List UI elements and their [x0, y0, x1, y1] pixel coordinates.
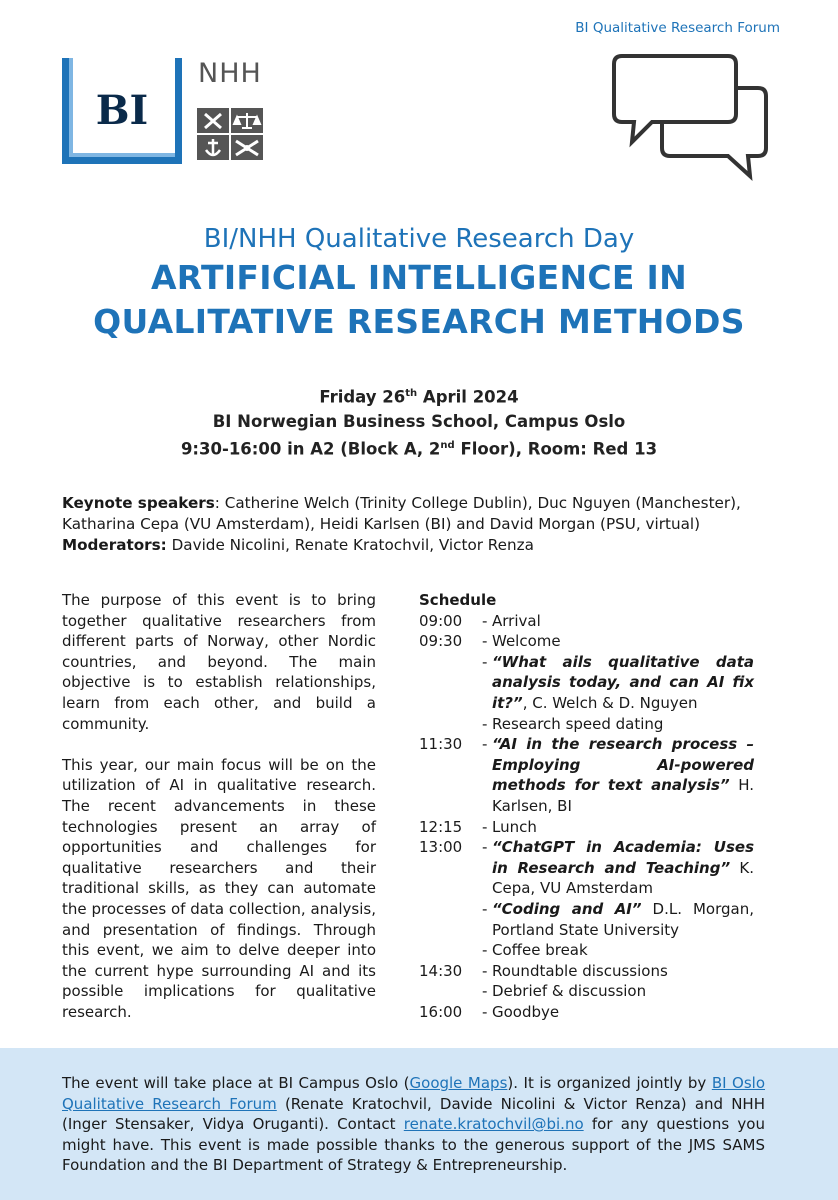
schedule-dash: -: [482, 941, 488, 960]
schedule-entry-text: Welcome: [492, 632, 561, 651]
moderators: Moderators: Davide Nicolini, Renate Kratochvil, Victor Renza: [62, 536, 534, 554]
schedule-entry: [492, 734, 754, 816]
event-info: [0, 382, 838, 461]
schedule-title: Schedule: [419, 591, 497, 609]
schedule-dash: -: [482, 817, 488, 836]
schedule-time: 14:30: [419, 961, 463, 980]
event-title: [0, 256, 838, 344]
speech-bubbles-icon: [608, 48, 772, 186]
bi-logo: [62, 58, 182, 164]
forum-link[interactable]: BI Oslo Qualitative Research Forum: [62, 1074, 766, 1113]
schedule-dash: -: [482, 961, 488, 980]
schedule-entry-text: Research speed dating: [492, 714, 664, 733]
schedule-entry: [492, 1002, 754, 1023]
schedule-entry: [492, 714, 754, 735]
bi-logo-text: BI: [95, 87, 149, 134]
schedule-dash: -: [482, 652, 488, 671]
schedule-talk-title: “AI in the research process – Employing AI-powered methods for text analysis”: [492, 735, 754, 795]
nhh-emblem: [197, 108, 263, 160]
speakers-section: [62, 493, 782, 556]
schedule-entry: [492, 611, 754, 632]
schedule-entry-text: Coffee break: [492, 941, 588, 960]
forum-tag: BI Qualitative Research Forum: [575, 20, 780, 36]
schedule-entry: [492, 652, 754, 714]
schedule-dash: -: [482, 714, 488, 733]
purpose-paragraph-1: The purpose of this event is to bring together qualitative researchers from different parts of Norway, other Nordic countries, and beyond. The main objective is to establish relationships, learn from each other, and build a community.: [62, 591, 376, 733]
schedule-dash: -: [482, 735, 488, 754]
schedule-entry: [492, 981, 754, 1002]
schedule: [419, 590, 754, 1022]
schedule-entry: [492, 837, 754, 899]
purpose-paragraph-2: This year, our main focus will be on the utilization of AI in qualitative research. The recent advancements in these technologies present an array of opportunities and challenges for qualitative researchers and their traditional skills, as they can automate the processes of data collection, analysis, and presentation of findings. Through this event, we aim to delve deeper into the current hype surrounding AI and its possible implications for qualitative research.: [62, 755, 376, 1021]
event-venue: BI Norwegian Business School, Campus Oslo: [212, 411, 626, 431]
schedule-entry-text: , C. Welch & D. Nguyen: [522, 693, 698, 712]
schedule-time: 16:00: [419, 1002, 463, 1021]
schedule-time: 13:00: [419, 838, 463, 857]
schedule-dash: -: [482, 838, 488, 857]
schedule-row: [419, 981, 754, 1002]
schedule-time: [419, 981, 482, 1002]
event-date: Friday 26th April 2024: [319, 387, 519, 407]
schedule-row: [419, 817, 754, 838]
event-title-line1: ARTIFICIAL INTELLIGENCE IN: [150, 258, 688, 297]
schedule-row: [419, 714, 754, 735]
schedule-entry-text: Arrival: [492, 611, 541, 630]
schedule-row: [419, 611, 754, 632]
schedule-time: 11:30: [419, 735, 463, 754]
schedule-entry-text: Goodbye: [492, 1002, 560, 1021]
schedule-entry-text: Roundtable discussions: [492, 961, 668, 980]
schedule-row: [419, 899, 754, 940]
keynote-speakers: Keynote speakers: Catherine Welch (Trinity College Dublin), Duc Nguyen (Manchester), Katharina Cepa (VU Amsterdam), Heidi Karlsen (BI) and David Morgan (PSU, virtual): [62, 494, 741, 533]
schedule-time: 09:30: [419, 632, 463, 651]
schedule-time: [419, 652, 482, 714]
schedule-dash: -: [482, 899, 488, 918]
event-subtitle: BI/NHH Qualitative Research Day: [203, 224, 635, 254]
schedule-row: [419, 961, 754, 982]
schedule-entry-text: Lunch: [492, 817, 537, 836]
schedule-talk-title: “What ails qualitative data analysis today, and can AI fix it?”: [492, 652, 754, 712]
schedule-row: [419, 837, 754, 899]
schedule-entry: [492, 961, 754, 982]
nhh-logo-text: NHH: [198, 58, 262, 89]
schedule-entry: [492, 940, 754, 961]
schedule-entry-text: D.L. Morgan, Portland State University: [492, 899, 754, 939]
schedule-row: [419, 940, 754, 961]
schedule-row: [419, 652, 754, 714]
footer-text: The event will take place at BI Campus Oslo (Google Maps). It is organized jointly by BI Oslo Qualitative Research Forum (Renate Kratochvil, Davide Nicolini & Victor Renza) and NHH (Inger Stensaker, Vidya Oruganti). Contact renate.kratochvil@bi.no for any questions you might have. This event is made possible thanks to the generous support of the JMS SAMS Foundation and the BI Department of Strategy & Entrepreneurship.: [62, 1074, 766, 1175]
schedule-dash: -: [482, 632, 488, 651]
schedule-time: [419, 714, 482, 735]
schedule-talk-title: “ChatGPT in Academia: Uses in Research and Teaching”: [492, 838, 754, 877]
schedule-entry-text: Debrief & discussion: [492, 982, 647, 1001]
schedule-entry: [492, 631, 754, 652]
event-time-room: 9:30-16:00 in A2 (Block A, 2nd Floor), Room: Red 13: [180, 439, 658, 458]
purpose-text: [62, 590, 376, 1043]
email-link[interactable]: renate.kratochvil@bi.no: [403, 1115, 584, 1134]
schedule-entry: [492, 817, 754, 838]
schedule-dash: -: [482, 1002, 488, 1021]
schedule-time: 09:00: [419, 611, 463, 630]
google-maps-link[interactable]: Google Maps: [409, 1074, 508, 1092]
schedule-dash: -: [482, 982, 488, 1001]
schedule-row: [419, 734, 754, 816]
schedule-dash: -: [482, 611, 488, 630]
schedule-entry-text: H. Karlsen, BI: [492, 776, 754, 815]
schedule-entry: [492, 899, 754, 940]
schedule-entry-text: K. Cepa, VU Amsterdam: [492, 858, 755, 898]
schedule-row: [419, 1002, 754, 1023]
schedule-time: 12:15: [419, 817, 463, 836]
schedule-row: [419, 631, 754, 652]
schedule-time: [419, 940, 482, 961]
schedule-time: [419, 899, 482, 940]
schedule-talk-title: “Coding and AI”: [492, 899, 642, 918]
event-title-line2: QUALITATIVE RESEARCH METHODS: [93, 302, 745, 341]
